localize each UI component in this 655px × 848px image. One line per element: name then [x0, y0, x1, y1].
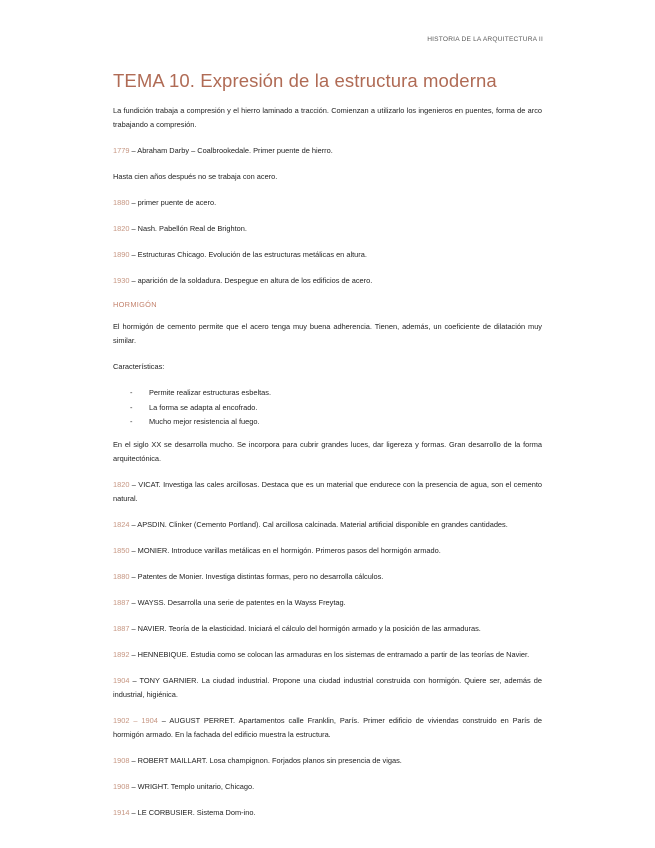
page-content	[113, 70, 542, 832]
timeline-entry	[113, 222, 542, 236]
page-title: TEMA 10. Expresión de la estructura moderna	[113, 70, 497, 91]
entry-text: – HENNEBIQUE. Estudia como se colocan las armaduras en los sistemas de entramado a partir de las teorías de Navier.	[129, 649, 530, 659]
entry-year: 1892	[113, 649, 130, 659]
timeline-entry	[113, 274, 542, 288]
entry-text: – MONIER. Introduce varillas metálicas en el hormigón. Primeros pasos del hormigón armado.	[129, 545, 441, 555]
section-heading-hormigon: HORMIGÓN	[113, 300, 157, 309]
timeline-entry	[113, 754, 542, 768]
entry-text: Hasta cien años después no se trabaja con acero.	[113, 172, 278, 181]
timeline-entry	[113, 674, 542, 702]
timeline-entry	[113, 596, 542, 610]
timeline-entry	[113, 648, 542, 662]
entry-year: 1914	[113, 807, 130, 817]
entry-text: – Nash. Pabellón Real de Brighton.	[129, 224, 247, 233]
entry-year: 1880	[113, 571, 130, 581]
entry-text: – Patentes de Monier. Investiga distintas formas, pero no desarrolla cálculos.	[129, 571, 384, 581]
list-item: - Permite realizar estructuras esbeltas.	[113, 386, 542, 401]
entry-year: 1820	[113, 224, 130, 233]
entry-text: – aparición de la soldadura. Despegue en altura de los edificios de acero.	[129, 276, 373, 285]
iron-timeline	[113, 144, 542, 288]
timeline-entry	[113, 248, 542, 262]
running-header: HISTORIA DE LA ARQUITECTURA II	[427, 36, 543, 43]
entry-text: – APSDIN. Clinker (Cemento Portland). Cal arcillosa calcinada. Material artificial disponible en grandes cantidades.	[129, 519, 508, 529]
concrete-intro-paragraph: El hormigón de cemento permite que el acero tenga muy buena adherencia. Tienen, además, un coeficiente de dilatación muy similar.	[113, 322, 542, 345]
list-item: - Mucho mejor resistencia al fuego.	[113, 415, 542, 430]
entry-year: 1887	[113, 597, 130, 607]
entry-year: 1779	[113, 146, 130, 155]
entry-year: 1887	[113, 623, 130, 633]
features-list	[113, 386, 542, 430]
timeline-entry	[113, 544, 542, 558]
entry-text: – WAYSS. Desarrolla una serie de patentes en la Wayss Freytag.	[129, 597, 346, 607]
entry-text: – Estructuras Chicago. Evolución de las estructuras metálicas en altura.	[129, 250, 367, 259]
entry-text: – primer puente de acero.	[129, 198, 217, 207]
entry-year: 1908	[113, 755, 130, 765]
timeline-entry	[113, 714, 542, 742]
entry-text: – NAVIER. Teoría de la elasticidad. Iniciará el cálculo del hormigón armado y la posición de las armaduras.	[129, 623, 481, 633]
entry-year: 1908	[113, 781, 130, 791]
concrete-timeline	[113, 478, 542, 820]
entry-text: – TONY GARNIER. La ciudad industrial. Propone una ciudad industrial construida con hormigón. Quiere ser, además de industrial, higiénica.	[113, 675, 542, 699]
entry-text: – ROBERT MAILLART. Losa champignon. Forjados planos sin presencia de vigas.	[129, 755, 402, 765]
entry-year: 1820	[113, 479, 130, 489]
entry-year: 1824	[113, 519, 130, 529]
features-label: Características:	[113, 362, 165, 371]
entry-text: – Abraham Darby – Coalbrookedale. Primer puente de hierro.	[129, 146, 333, 155]
entry-year: 1904	[113, 675, 130, 685]
timeline-entry	[113, 518, 542, 532]
entry-year: 1902 – 1904	[113, 715, 158, 725]
timeline-entry	[113, 780, 542, 794]
list-item: - La forma se adapta al encofrado.	[113, 401, 542, 416]
timeline-entry	[113, 622, 542, 636]
timeline-entry	[113, 144, 542, 158]
entry-year: 1890	[113, 250, 130, 259]
xx-century-paragraph: En el siglo XX se desarrolla mucho. Se incorpora para cubrir grandes luces, dar ligereza y formas. Gran desarrollo de la forma arquitectónica.	[113, 439, 542, 463]
timeline-entry	[113, 478, 542, 506]
timeline-entry	[113, 170, 542, 184]
intro-paragraph: La fundición trabaja a compresión y el hierro laminado a tracción. Comienzan a utilizarlo los ingenieros en puentes, forma de arco trabajando a compresión.	[113, 106, 542, 129]
timeline-entry	[113, 196, 542, 210]
entry-year: 1930	[113, 276, 130, 285]
entry-text: – AUGUST PERRET. Apartamentos calle Franklin, París. Primer edificio de viviendas construido en París de hormigón armado. En la fachada del edificio muestra la estructura.	[113, 715, 542, 739]
timeline-entry	[113, 806, 542, 820]
entry-year: 1880	[113, 198, 130, 207]
entry-text: – LE CORBUSIER. Sistema Dom-ino.	[129, 807, 256, 817]
entry-year: 1850	[113, 545, 130, 555]
entry-text: – WRIGHT. Templo unitario, Chicago.	[129, 781, 255, 791]
entry-text: – VICAT. Investiga las cales arcillosas. Destaca que es un material que endurece con la presencia de agua, son el cemento natural.	[113, 479, 542, 503]
timeline-entry	[113, 570, 542, 584]
